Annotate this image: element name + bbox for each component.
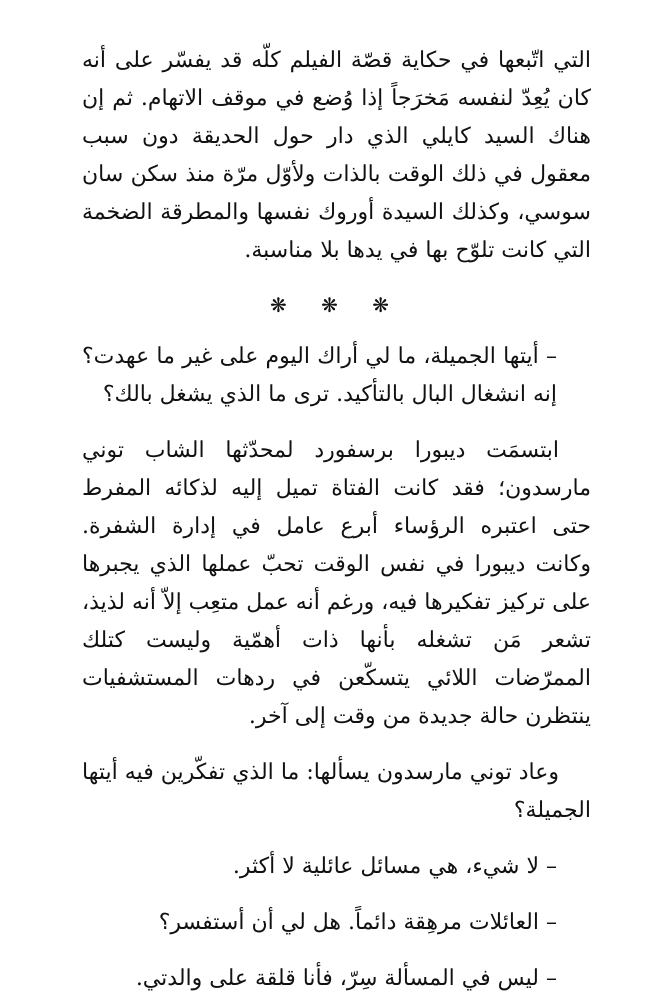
section-separator: ❋ ❋ ❋ xyxy=(270,293,403,317)
spacer xyxy=(82,886,591,904)
dialogue-line-2: – لا شيء، هي مسائل عائلية لا أكثر. xyxy=(232,854,557,879)
spacer xyxy=(82,414,591,432)
paragraph-tony-asks: وعاد توني مارسدون يسألها: ما الذي تفكّرين فيه أيتها الجميلة؟ xyxy=(82,760,591,823)
dialogue-line-4: – ليس في المسألة سِرّ، فأنا قلقة على والدتي. xyxy=(135,966,557,991)
paragraph-deborah: ابتسمَت ديبورا برسفورد لمحدّثها الشاب توني مارسدون؛ فقد كانت الفتاة تميل إليه لذكائه المفرط حتى اعتبره الرؤساء أبرع عامل في إدارة الشفرة. وكانت ديبورا في نفس الوقت تحبّ عملها الذي يجبرها على تركيز تفكيرها فيه، ورغم أنه عمل متعِب إلاّ أنه لذيذ، تشعر مَن تشغله بأنها ذات أهمّية وليست كتلك الممرّضات اللائي يتسكّعن في ردهات المستشفيات ينتظرن حالة جديدة من وقت إلى آخر. xyxy=(81,438,591,729)
paragraph-opening: التي اتّبعها في حكاية قصّة الفيلم كلّه قد يفسّر على أنه كان يُعِدّ لنفسه مَخرَجاً إذا وُضع في موقف الاتهام. ثم إن هناك السيد كايلي الذي دار حول الحديقة دون سبب معقول في ذلك الوقت بالذات ولأوّل مرّة منذ سكن سان سوسي، وكذلك السيدة أوروك نفسها والمطرقة الضخمة التي كانت تلوّح بها في يدها بلا مناسبة. xyxy=(82,48,591,263)
spacer xyxy=(82,736,591,754)
spacer xyxy=(82,942,591,960)
dialogue-line-3: – العائلات مرهِقة دائماً. هل لي أن أستفسر؟ xyxy=(158,910,557,935)
spacer xyxy=(82,830,591,848)
dialogue-line-1: – أيتها الجميلة، ما لي أراك اليوم على غير ما عهدت؟ إنه انشغال البال بالتأكيد. ترى ما الذي يشغل بالك؟ xyxy=(82,344,557,407)
book-page xyxy=(82,42,591,998)
